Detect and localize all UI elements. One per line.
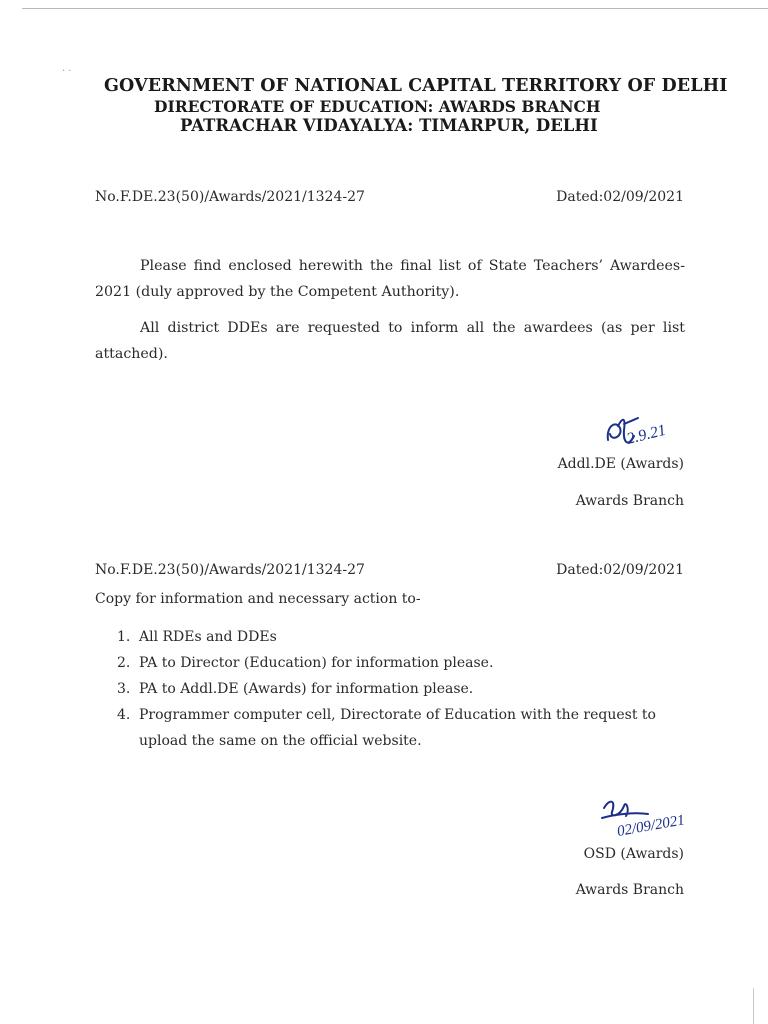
- signature-osd: [596, 796, 724, 846]
- scan-edge-line-right: [753, 988, 754, 1024]
- reference-number: No.F.DE.23(50)/Awards/2021/1324-27: [95, 189, 365, 205]
- list-item: 4. Programmer computer cell, Directorate of Education with the request to upload the same on the official website.: [117, 707, 656, 749]
- list-item: 1. All RDEs and DDEs: [117, 629, 277, 645]
- letter-paragraph-2: All district DDEs are requested to inform all the awardees (as per list attached).: [95, 320, 685, 362]
- list-item: 3. PA to Addl.DE (Awards) for information please.: [117, 681, 474, 697]
- signature-date-text: 2.9.21: [624, 421, 668, 448]
- copy-date: Dated:02/09/2021: [556, 562, 684, 578]
- signatory-title: Addl.DE (Awards): [557, 456, 684, 472]
- letterhead-line-2: DIRECTORATE OF EDUCATION: AWARDS BRANCH: [154, 97, 601, 116]
- copy-intro: Copy for information and necessary action to-: [95, 591, 421, 607]
- signature-addl-de: [598, 406, 698, 456]
- osd-branch: Awards Branch: [575, 882, 684, 898]
- letter-paragraph-1: Please find enclosed herewith the final list of State Teachers’ Awardees-2021 (duly approved by the Competent Authority).: [95, 258, 685, 300]
- recipient-list: [95, 624, 695, 754]
- letter-date: Dated:02/09/2021: [556, 189, 684, 205]
- signatory-branch: Awards Branch: [575, 493, 684, 509]
- list-item: 2. PA to Director (Education) for information please.: [117, 655, 494, 671]
- copy-reference-number: No.F.DE.23(50)/Awards/2021/1324-27: [95, 562, 365, 578]
- signature-date-text: 02/09/2021: [615, 812, 687, 840]
- scan-speck: · ·: [62, 66, 72, 77]
- scan-edge-line: [22, 8, 768, 9]
- letterhead-line-3: PATRACHAR VIDAYALYA: TIMARPUR, DELHI: [180, 116, 598, 135]
- osd-title: OSD (Awards): [583, 846, 684, 862]
- letterhead-line-1: GOVERNMENT OF NATIONAL CAPITAL TERRITORY OF DELHI: [104, 76, 728, 96]
